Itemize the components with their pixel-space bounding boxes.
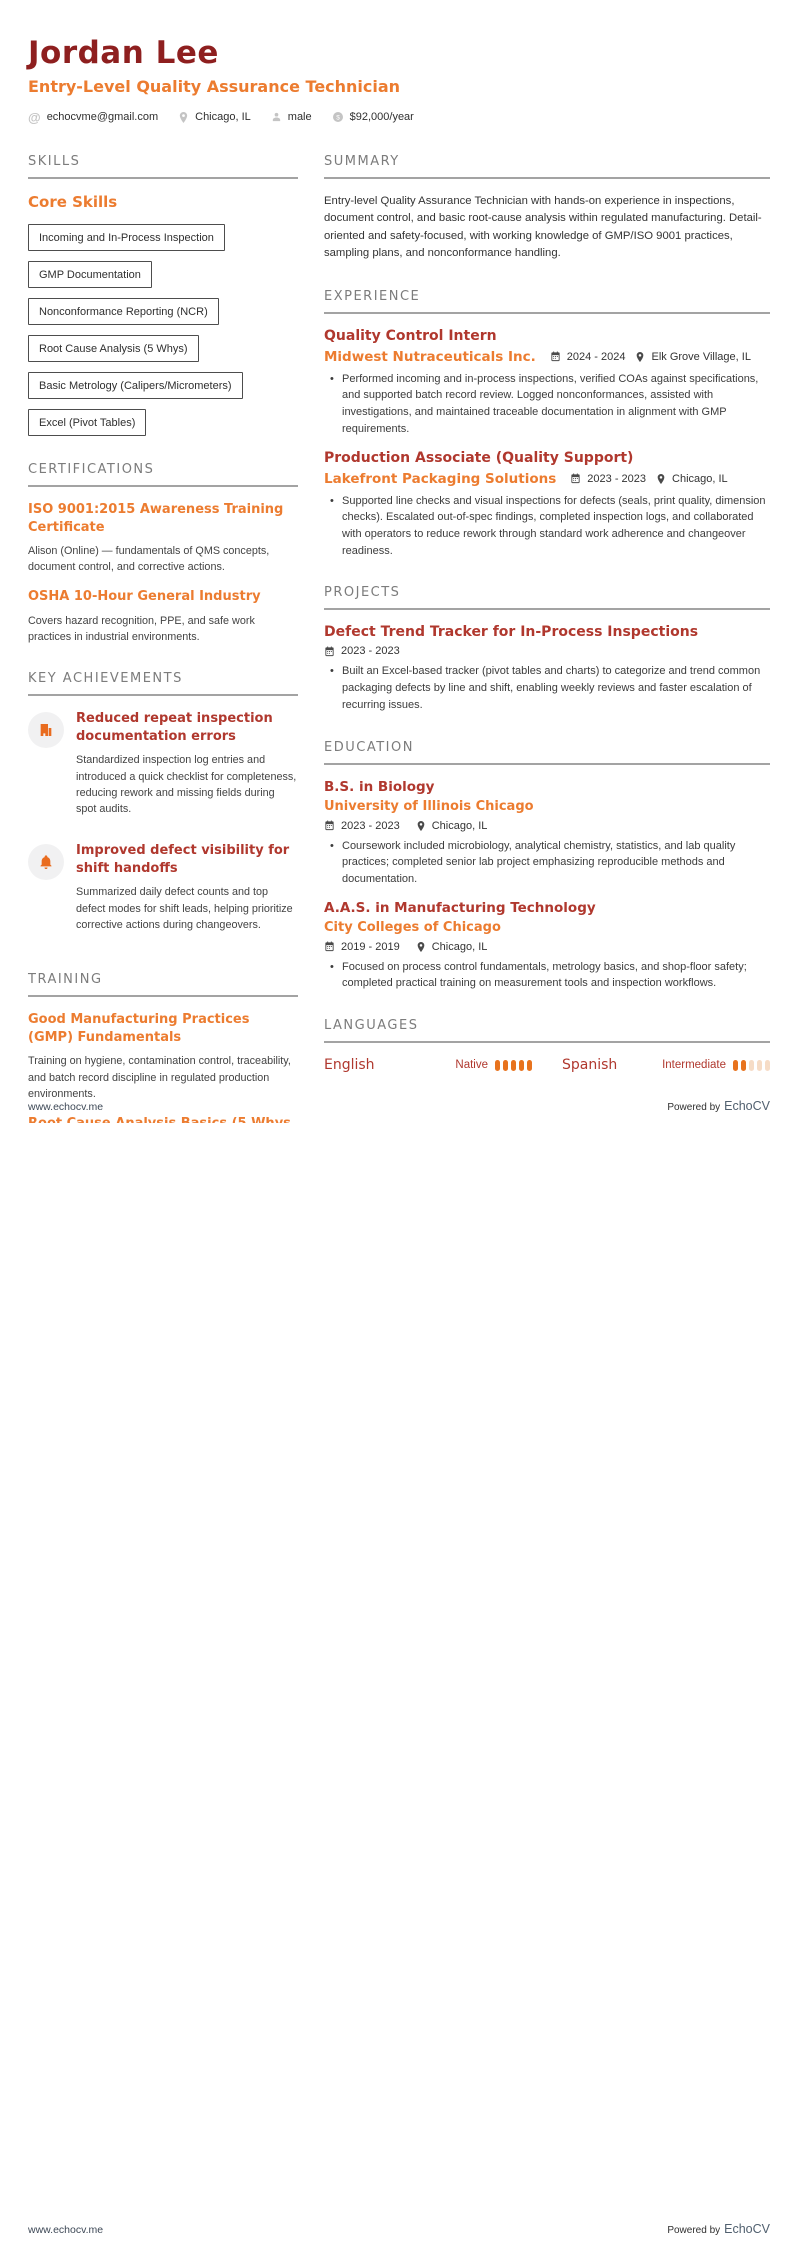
languages-heading: LANGUAGES (324, 1018, 770, 1043)
training-title: Good Manufacturing Practices (GMP) Fundamentals (28, 1012, 250, 1046)
footer-website-link[interactable]: www.echocv.me (28, 1101, 104, 1113)
certification-item (28, 588, 298, 645)
project-title: Defect Trend Tracker for In-Process Inspections (324, 624, 699, 641)
achievements-heading: KEY ACHIEVEMENTS (28, 671, 298, 696)
training-item (28, 1011, 298, 1102)
achievements-section (28, 671, 298, 946)
left-column (28, 154, 298, 1232)
education-location: Chicago, IL (416, 941, 488, 953)
experience-company: Lakefront Packaging Solutions (324, 470, 557, 487)
certification-desc: Covers hazard recognition, PPE, and safe work practices in industrial environments. (28, 614, 255, 643)
powered-by: Powered by EchoCV (667, 1099, 770, 1113)
education-bullet: • Focused on process control fundamentals, metrology basics, and shop-floor safety; completed practical training on measurement tools and inspection workflows. (330, 959, 770, 992)
page-footer (28, 2222, 770, 2236)
skills-heading: SKILLS (28, 154, 298, 179)
experience-role: Production Associate (Quality Support) (324, 449, 634, 466)
job-title: Entry-Level Quality Assurance Technician (28, 76, 401, 96)
location-pin-icon (635, 351, 645, 363)
contact-gender: male (287, 111, 312, 124)
salary-icon (332, 111, 344, 123)
training-heading: TRAINING (28, 972, 298, 997)
person-icon (271, 111, 282, 123)
experience-section (324, 289, 770, 560)
education-degree: A.A.S. in Manufacturing Technology (324, 899, 596, 916)
languages-section (324, 1018, 770, 1073)
experience-bullet: • Performed incoming and in-process inspections, verified COAs against specifications, and supported batch record review. Logged nonconformances, assisted with investigations, and maintained traceable documentation in alignment with GMP requirements. (330, 371, 770, 438)
skill-chip: Basic Metrology (Calipers/Micrometers) (28, 372, 243, 399)
project-item (324, 624, 770, 713)
language-level: Intermediate (662, 1059, 770, 1071)
powered-by: Powered by EchoCV (667, 2222, 770, 2236)
skills-group-title: Core Skills (28, 192, 118, 211)
calendar-icon (324, 941, 335, 952)
achievement-title: Reduced repeat inspection documentation errors (76, 710, 273, 745)
page-footer (28, 1099, 770, 1113)
echocv-brand-link[interactable]: EchoCV (724, 1099, 770, 1113)
education-dates: 2023 - 2023 (324, 820, 400, 832)
skill-chip: Root Cause Analysis (5 Whys) (28, 335, 199, 362)
skill-chip: Nonconformance Reporting (NCR) (28, 298, 219, 325)
calendar-icon (550, 351, 561, 362)
education-section (324, 740, 770, 993)
experience-location: Chicago, IL (656, 473, 728, 485)
summary-section (324, 154, 770, 263)
contact-salary: $92,000/year (349, 111, 414, 124)
building-icon (28, 712, 64, 748)
experience-role: Quality Control Intern (324, 327, 497, 344)
education-school: City Colleges of Chicago (324, 919, 501, 935)
experience-heading: EXPERIENCE (324, 289, 770, 314)
achievement-title: Improved defect visibility for shift handoffs (76, 843, 290, 877)
certifications-heading: CERTIFICATIONS (28, 462, 298, 487)
certification-item (28, 501, 298, 576)
echocv-brand-link[interactable]: EchoCV (724, 2222, 770, 2236)
certification-desc: Alison (Online) — fundamentals of QMS concepts, document control, and corrective actions. (28, 545, 270, 574)
person-name: Jordan Lee (28, 35, 219, 71)
training-desc: Training on hygiene, contamination control, traceability, and batch record discipline in regulated production environments. (28, 1055, 291, 1100)
projects-heading: PROJECTS (324, 585, 770, 610)
education-degree: B.S. in Biology (324, 778, 435, 795)
education-item (324, 779, 770, 888)
location-pin-icon (416, 941, 426, 953)
contact-email-item (28, 111, 158, 124)
certifications-section (28, 462, 298, 645)
calendar-icon (570, 473, 581, 484)
right-column (324, 154, 770, 1232)
achievement-item (28, 842, 298, 946)
language-level: Native (455, 1059, 532, 1071)
summary-text: Entry-level Quality Assurance Technician with hands-on experience in inspections, document control, and basic root-cause analysis within regulated manufacturing. Detail-oriented and safety-focused, with working knowledge of GMP/ISO 9001 practices, sampling plans, and nonconformance handling. (324, 194, 762, 260)
experience-company: Midwest Nutraceuticals Inc. (324, 348, 536, 365)
resume-page-2 (0, 1123, 794, 2246)
contact-row (28, 111, 770, 124)
language-name: Spanish (562, 1057, 618, 1074)
experience-location: Elk Grove Village, IL (635, 351, 750, 363)
bell-icon (28, 844, 64, 880)
language-level-dots (495, 1060, 532, 1071)
skill-chip: GMP Documentation (28, 261, 152, 288)
location-pin-icon (656, 473, 666, 485)
at-icon: @ (28, 109, 41, 125)
project-bullet: • Built an Excel-based tracker (pivot tables and charts) to categorize and trend common packaging defects by line and shift, enabling weekly reviews and faster escalation of recurring issues. (330, 663, 770, 713)
skills-section (28, 154, 298, 436)
summary-heading: SUMMARY (324, 154, 770, 179)
skill-chip: Incoming and In-Process Inspection (28, 224, 225, 251)
education-bullet: • Coursework included microbiology, analytical chemistry, statistics, and lab quality practices; completed senior lab project emphasizing reproducible methods and documentation. (330, 838, 770, 888)
contact-location-item (178, 111, 251, 124)
project-dates: 2023 - 2023 (324, 645, 400, 657)
languages-row (324, 1057, 770, 1073)
education-item (324, 900, 770, 992)
svg-text:$: $ (335, 114, 340, 122)
education-school: University of Illinois Chicago (324, 798, 534, 814)
education-heading: EDUCATION (324, 740, 770, 765)
experience-item (324, 328, 770, 438)
education-location: Chicago, IL (416, 820, 488, 832)
contact-gender-item (271, 111, 312, 123)
language-item (324, 1057, 532, 1073)
experience-item (324, 450, 770, 560)
contact-email[interactable]: echocvme@gmail.com (46, 111, 159, 124)
certification-title: OSHA 10-Hour General Industry (28, 589, 261, 605)
language-item (562, 1057, 770, 1073)
projects-section (324, 585, 770, 713)
achievement-desc: Summarized daily defect counts and top defect modes for shift leads, helping prioritize corrective actions during changeovers. (76, 886, 293, 931)
language-level-dots (733, 1060, 770, 1071)
experience-dates: 2024 - 2024 (550, 351, 626, 363)
certification-title: ISO 9001:2015 Awareness Training Certificate (28, 501, 284, 535)
contact-location: Chicago, IL (195, 111, 251, 124)
contact-salary-item (332, 111, 414, 123)
language-name: English (324, 1057, 375, 1074)
experience-dates: 2023 - 2023 (570, 473, 646, 485)
location-pin-icon (416, 820, 426, 832)
experience-bullet: • Supported line checks and visual inspections for defects (seals, print quality, dimension checks). Escalated out-of-spec findings, completed inspection logs, and collaborated with operators to reduce rework through standard work adherence and changeover readiness. (330, 493, 770, 560)
skill-chip: Excel (Pivot Tables) (28, 409, 146, 436)
achievement-item (28, 710, 298, 830)
achievement-desc: Standardized inspection log entries and introduced a quick checklist for completeness, reducing rework and missing fields during spot audits. (76, 754, 297, 815)
footer-website-link[interactable]: www.echocv.me (28, 2224, 104, 2236)
education-dates: 2019 - 2019 (324, 941, 400, 953)
location-pin-icon (178, 111, 189, 124)
calendar-icon (324, 646, 335, 657)
calendar-icon (324, 820, 335, 831)
